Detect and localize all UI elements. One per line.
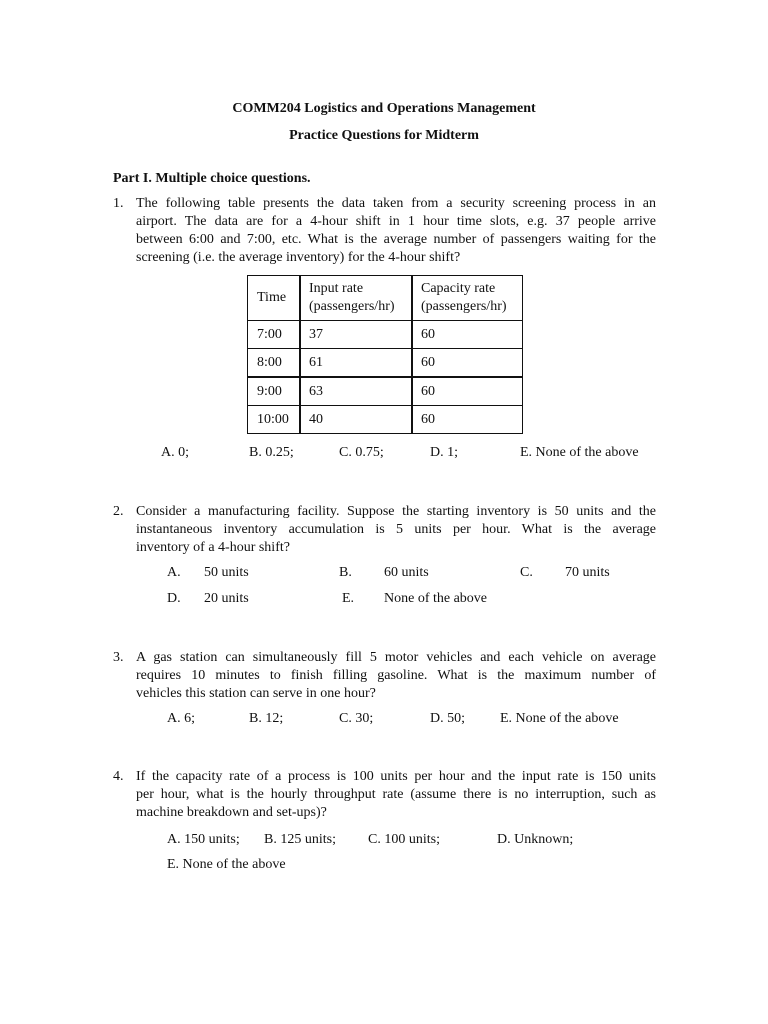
table-row bbox=[248, 377, 523, 406]
question-line: vehicles this station can serve in one hour? bbox=[136, 686, 376, 701]
question-number: 3. bbox=[113, 650, 124, 665]
option-e: E. None of the above bbox=[500, 711, 619, 726]
cell-capacity: 60 bbox=[412, 321, 523, 349]
question-line: machine breakdown and set-ups)? bbox=[136, 805, 327, 820]
table-header-row bbox=[248, 276, 523, 321]
question-number: 1. bbox=[113, 196, 124, 211]
option-b: B. 12; bbox=[249, 711, 284, 726]
option-c: C. 100 units; bbox=[368, 832, 440, 847]
option-d: D. 50; bbox=[430, 711, 465, 726]
option-b: B. 0.25; bbox=[249, 445, 294, 460]
question-line: If the capacity rate of a process is 100 units per hour and the input rate is 150 units bbox=[136, 769, 656, 784]
cell-time: 9:00 bbox=[248, 377, 301, 406]
option-e: E. None of the above bbox=[520, 445, 639, 460]
option-b-letter: B. bbox=[339, 565, 352, 580]
option-c-text: 70 units bbox=[565, 565, 610, 580]
option-d: D. 1; bbox=[430, 445, 458, 460]
option-c: C. 0.75; bbox=[339, 445, 384, 460]
cell-capacity: 60 bbox=[412, 349, 523, 378]
option-d-text: 20 units bbox=[204, 591, 249, 606]
question-line: A gas station can simultaneously fill 5 motor vehicles and each vehicle on average bbox=[136, 650, 656, 665]
question-line: inventory of a 4-hour shift? bbox=[136, 540, 290, 555]
header-input-line1: Input rate bbox=[309, 281, 364, 296]
header-input-line2: (passengers/hr) bbox=[309, 299, 395, 314]
cell-input: 63 bbox=[300, 377, 412, 406]
question-line: The following table presents the data taken from a security screening process in an bbox=[136, 196, 656, 211]
cell-input: 37 bbox=[300, 321, 412, 349]
option-c-letter: C. bbox=[520, 565, 533, 580]
table-row bbox=[248, 349, 523, 378]
question-line: airport. The data are for a 4-hour shift in 1 hour time slots, e.g. 37 people arrive bbox=[136, 214, 656, 229]
page-title: COMM204 Logistics and Operations Management bbox=[232, 101, 536, 116]
option-a: A. 6; bbox=[167, 711, 195, 726]
option-e-text: None of the above bbox=[384, 591, 488, 606]
cell-time: 10:00 bbox=[248, 406, 301, 434]
question-line: requires 10 minutes to finish filling gasoline. What is the maximum number of bbox=[136, 668, 656, 683]
question-number: 4. bbox=[113, 769, 124, 784]
question-line: screening (i.e. the average inventory) for the 4-hour shift? bbox=[136, 250, 461, 265]
option-b-text: 60 units bbox=[384, 565, 429, 580]
question-line: Consider a manufacturing facility. Suppose the starting inventory is 50 units and the bbox=[136, 504, 656, 519]
page-subtitle: Practice Questions for Midterm bbox=[289, 128, 479, 143]
header-capacity-line2: (passengers/hr) bbox=[421, 299, 507, 314]
cell-time: 8:00 bbox=[248, 349, 301, 378]
option-e-letter: E. bbox=[342, 591, 355, 606]
option-a: A. 150 units; bbox=[167, 832, 240, 847]
table-row bbox=[248, 321, 523, 349]
header-capacity-line1: Capacity rate bbox=[421, 281, 496, 296]
passenger-data-table bbox=[247, 275, 523, 434]
cell-capacity: 60 bbox=[412, 406, 523, 434]
option-a: A. 0; bbox=[161, 445, 189, 460]
option-e: E. None of the above bbox=[167, 857, 286, 872]
option-b: B. 125 units; bbox=[264, 832, 336, 847]
cell-time: 7:00 bbox=[248, 321, 301, 349]
header-capacity-rate bbox=[412, 276, 523, 321]
question-line: between 6:00 and 7:00, etc. What is the average number of passengers waiting for the bbox=[136, 232, 656, 247]
option-d-letter: D. bbox=[167, 591, 181, 606]
part-heading: Part I. Multiple choice questions. bbox=[113, 171, 311, 186]
option-d: D. Unknown; bbox=[497, 832, 574, 847]
option-c: C. 30; bbox=[339, 711, 374, 726]
question-line: per hour, what is the hourly throughput rate (assume there is no interruption, such as bbox=[136, 787, 656, 802]
header-input-rate bbox=[300, 276, 412, 321]
header-time: Time bbox=[248, 276, 301, 321]
option-a-letter: A. bbox=[167, 565, 181, 580]
cell-capacity: 60 bbox=[412, 377, 523, 406]
cell-input: 40 bbox=[300, 406, 412, 434]
option-a-text: 50 units bbox=[204, 565, 249, 580]
question-line: instantaneous inventory accumulation is 5 units per hour. What is the average bbox=[136, 522, 656, 537]
question-number: 2. bbox=[113, 504, 124, 519]
cell-input: 61 bbox=[300, 349, 412, 378]
table-row bbox=[248, 406, 523, 434]
